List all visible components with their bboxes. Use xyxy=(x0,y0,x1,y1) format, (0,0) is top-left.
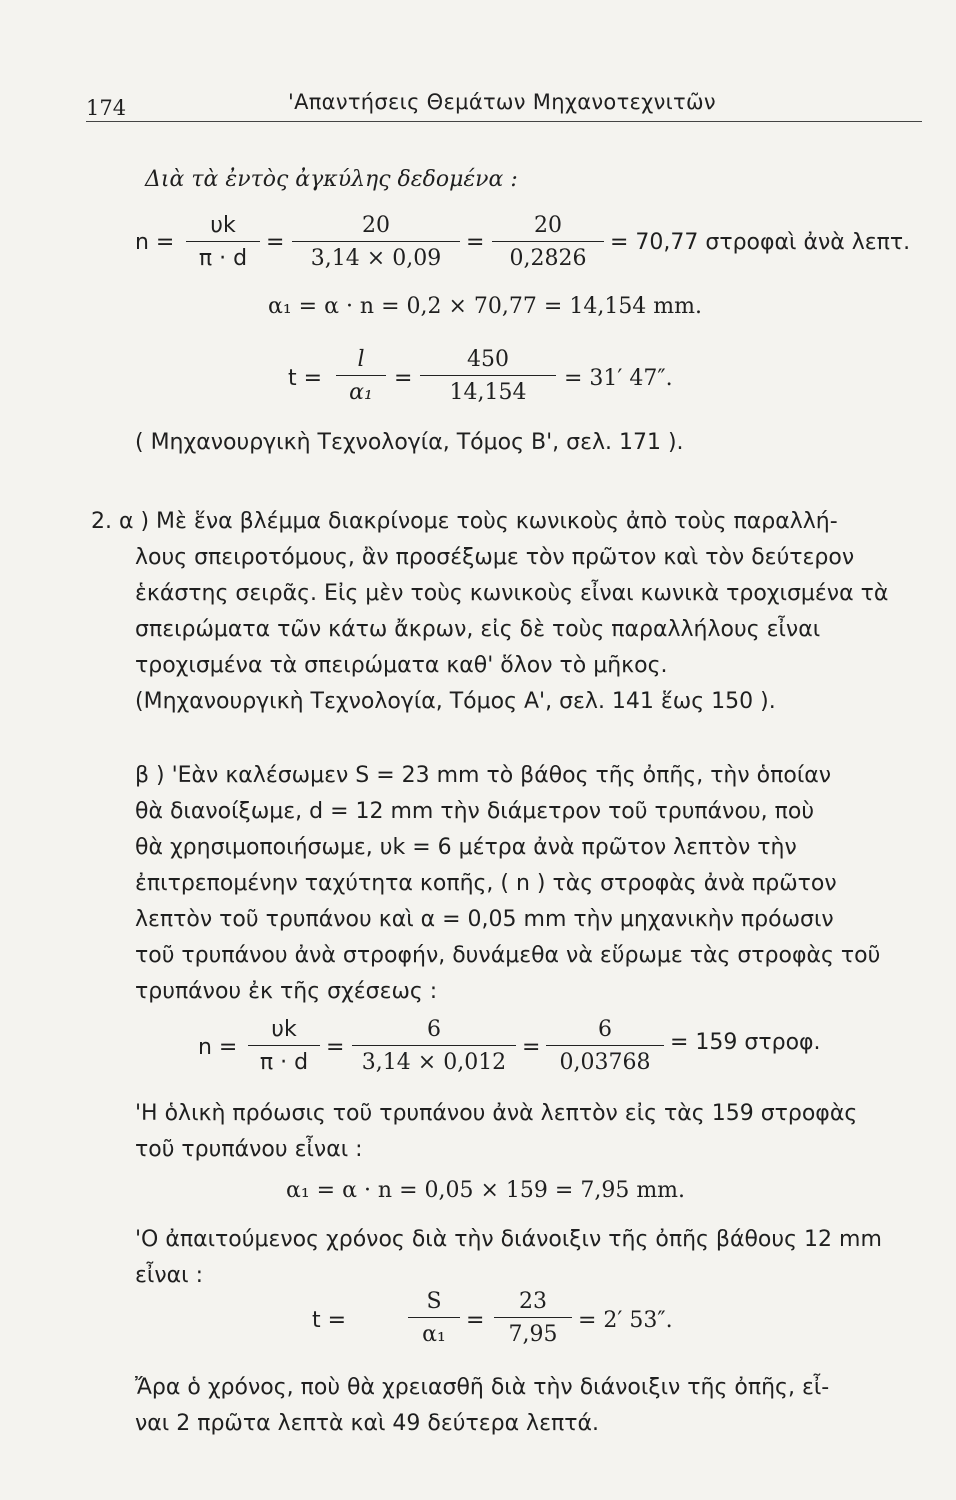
paragraph-line: 'Η ὁλικὴ πρόωσις τοῦ τρυπάνου ἀνὰ λεπτὸν εἰς τὰς 159 στροφὰς xyxy=(135,1101,858,1126)
paragraph-line: ἑκάστης σειρᾶς. Εἰς μὲν τοὺς κωνικοὺς εἶναι κωνικὰ τροχισμένα τὰ xyxy=(135,581,889,606)
reference-1: ( Μηχανουργικὴ Τεχνολογία, Τόμος Β', σελ. 171 ). xyxy=(135,430,684,455)
conclusion-text xyxy=(135,1370,935,1442)
paragraph-line: Ἄρα ὁ χρόνος, ποὺ θὰ χρειασθῆ διὰ τὴν διάνοιξιν τῆς ὀπῆς, εἶ- xyxy=(135,1375,830,1400)
fraction: 20 3,14 × 0,09 xyxy=(292,213,460,271)
eq-result: = 70,77 στροφαὶ ἀνὰ λεπτ. xyxy=(610,230,911,255)
eq-lhs: t = xyxy=(288,366,323,391)
paragraph-line: λεπτὸν τοῦ τρυπάνου καὶ α = 0,05 mm τὴν μηχανικὴν πρόωσιν xyxy=(135,907,834,932)
eq-result: = 159 στροφ. xyxy=(670,1030,821,1055)
eq-sign: = xyxy=(466,1308,485,1333)
paragraph-line: εἶναι : xyxy=(135,1263,203,1288)
equation-a1-2: α₁ = α · n = 0,05 × 159 = 7,95 mm. xyxy=(286,1178,686,1203)
fraction: 6 0,03768 xyxy=(546,1017,664,1075)
paragraph-line: ναι 2 πρῶτα λεπτὰ καὶ 49 δεύτερα λεπτά. xyxy=(135,1411,599,1436)
eq-result: = 2′ 53″. xyxy=(578,1308,673,1333)
eq-lhs: n = xyxy=(135,230,175,255)
paragraph-line: σπειρώματα τῶν κάτω ἄκρων, εἰς δὲ τοὺς παραλλήλους εἶναι xyxy=(135,617,821,642)
paragraph-line: τοῦ τρυπάνου εἶναι : xyxy=(135,1137,363,1162)
equation-a1: α₁ = α · n = 0,2 × 70,77 = 14,154 mm. xyxy=(268,294,703,319)
eq-sign: = xyxy=(466,230,485,255)
fraction: υk π · d xyxy=(186,213,260,271)
paragraph-line: 2. α ) Μὲ ἕνα βλέμμα διακρίνομε τοὺς κωνικοὺς ἀπὸ τοὺς παραλλή- xyxy=(91,509,838,534)
paragraph-line: τοῦ τρυπάνου ἀνὰ στροφήν, δυνάμεθα νὰ εὕρωμε τὰς στροφὰς τοῦ xyxy=(135,943,881,968)
eq-sign: = xyxy=(326,1035,345,1060)
fraction: l α₁ xyxy=(336,347,386,405)
page-number: 174 xyxy=(86,96,127,120)
fraction: 6 3,14 × 0,012 xyxy=(352,1017,516,1075)
header-rule xyxy=(86,121,922,122)
paragraph-line: θὰ διανοίξωμε, d = 12 mm τὴν διάμετρον τοῦ τρυπάνου, ποὺ xyxy=(135,799,815,824)
eq-sign: = xyxy=(522,1035,541,1060)
paragraph-line: ἐπιτρεπομένην ταχύτητα κοπῆς, ( n ) τὰς στροφὰς ἀνὰ πρῶτον xyxy=(135,871,837,896)
fraction: υk π · d xyxy=(248,1017,320,1075)
eq-lhs: n = xyxy=(198,1035,238,1060)
intro-text: Διὰ τὰ ἐντὸς ἀγκύλης δεδομένα : xyxy=(145,167,518,192)
paragraph-line: τρυπάνου ἐκ τῆς σχέσεως : xyxy=(135,979,438,1004)
paragraph-line: λους σπειροτόμους, ἂν προσέξωμε τὸν πρῶτον καὶ τὸν δεύτερον xyxy=(135,545,855,570)
total-feed-text xyxy=(135,1096,935,1168)
fraction: 23 7,95 xyxy=(494,1289,572,1347)
fraction: 450 14,154 xyxy=(420,347,556,405)
paragraph-line: θὰ χρησιμοποιήσωμε, υk = 6 μέτρα ἀνὰ πρῶτον λεπτὸν τὴν xyxy=(135,835,797,860)
paragraph-line: β ) 'Εὰν καλέσωμεν S = 23 mm τὸ βάθος τῆς ὀπῆς, τὴν ὁποίαν xyxy=(135,763,832,788)
fraction: S α₁ xyxy=(408,1289,460,1347)
answer-2a xyxy=(91,504,935,720)
paragraph-line: τροχισμένα τὰ σπειρώματα καθ' ὅλον τὸ μῆκος. xyxy=(135,653,668,678)
running-title: 'Απαντήσεις Θεμάτων Μηχανοτεχνιτῶν xyxy=(288,90,716,114)
time-text xyxy=(135,1222,935,1294)
eq-lhs: t = xyxy=(312,1308,347,1333)
fraction: 20 0,2826 xyxy=(492,213,604,271)
eq-sign: = xyxy=(394,366,413,391)
eq-sign: = xyxy=(266,230,285,255)
eq-result: = 31′ 47″. xyxy=(564,366,673,391)
reference-2: (Μηχανουργικὴ Τεχνολογία, Τόμος Α', σελ. 141 ἕως 150 ). xyxy=(135,689,776,714)
answer-2b xyxy=(135,758,935,1010)
paragraph-line: 'Ο ἀπαιτούμενος χρόνος διὰ τὴν διάνοιξιν τῆς ὀπῆς βάθους 12 mm xyxy=(135,1227,882,1252)
